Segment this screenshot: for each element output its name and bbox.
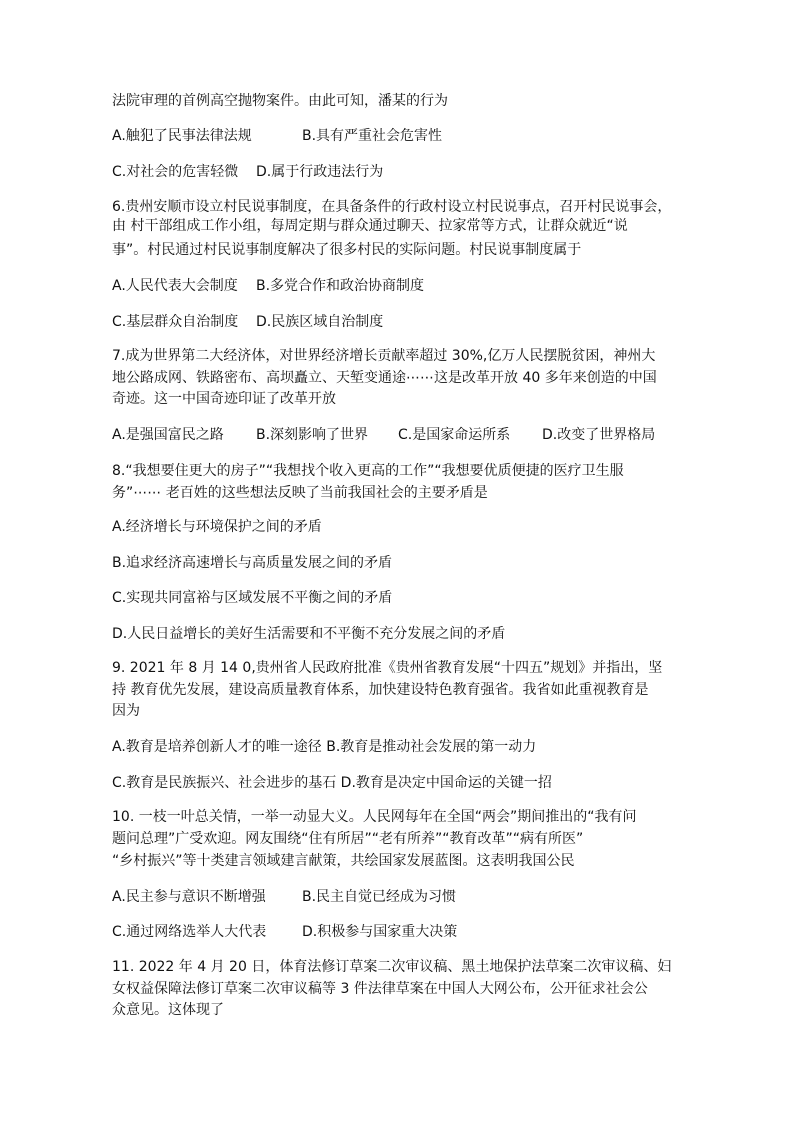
q8-stem-line-1: 8.“我想要住更大的房子”“我想找个收入更高的工作”“我想要优质便捷的医疗卫生服 [112,463,624,479]
q11-stem-line-3: 众意见。这体现了 [112,1002,224,1018]
q5-option-c: C.对社会的危害轻微 [112,164,239,180]
q8-option-d: D.人民日益增长的美好生活需要和不平衡不充分发展之间的矛盾 [112,626,506,642]
q7-stem-line-2: 地公路成网、铁路密布、高坝矗立、天堑变通途⋯⋯这是改革开放 40 多年来创造的中国 [112,370,657,386]
q7-option-d: D.改变了世界格局 [542,427,656,443]
q9-stem-line-1: 9. 2021 年 8 月 14 0,贵州省人民政府批准《贵州省教育发展“十四五”规划》并指出，坚 [112,660,663,676]
q8-option-c: C.实现共同富裕与区域发展不平衡之间的矛盾 [112,590,393,606]
q5-stem-tail: 法院审理的首例高空抛物案件。由此可知，潘某的行为 [112,93,448,109]
q10-stem-line-1: 10. 一枝一叶总关情，一举一动显大义。人民网每年在全国“两会”期间推出的“我有问 [112,809,637,825]
q7-option-b: B.深刻影响了世界 [256,427,369,443]
q7-stem-line-1: 7.成为世界第二大经济体，对世界经济增长贡献率超过 30%,亿万人民摆脱贫困，神州大 [112,348,656,364]
q5-option-a: A.触犯了民事法律法规 [112,128,252,144]
q6-stem-line-3: 事”。村民通过村民说事制度解决了很多村民的实际问题。村民说事制度属于 [112,242,582,258]
q6-option-a: A.人民代表大会制度 [112,278,238,294]
q6-stem-line-2: 由 村干部组成工作小组，每周定期与群众通过聊天、拉家常等方式，让群众就近“说 [112,218,628,234]
q9-stem-line-3: 因为 [112,703,140,719]
q10-option-b: B.民主自觉已经成为习惯 [302,889,457,905]
q6-option-d: D.民族区域自治制度 [256,314,384,330]
q9-stem-line-2: 持 教育优先发展，建设高质量教育体系，加快建设特色教育强省。我省如此重视教育是 [112,682,649,698]
q5-option-d: D.属于行政违法行为 [256,164,384,180]
q7-stem-line-3: 奇迹。这一中国奇迹印证了改革开放 [112,391,336,407]
q7-option-a: A.是强国富民之路 [112,427,224,443]
q7-option-c: C.是国家命运所系 [398,427,511,443]
q11-stem-line-1: 11. 2022 年 4 月 20 日，体育法修订草案二次审议稿、黑土地保护法草案二次审议稿、妇 [112,959,672,975]
q6-option-c: C.基层群众自治制度 [112,314,239,330]
q8-option-a: A.经济增长与环境保护之间的矛盾 [112,519,322,535]
q8-option-b: B.追求经济高速增长与高质量发展之间的矛盾 [112,555,393,571]
q5-option-b: B.具有严重社会危害性 [302,128,443,144]
q10-option-a: A.民主参与意识不断增强 [112,889,266,905]
q10-stem-line-2: 题问总理”广受欢迎。网友围绕“住有所居”“老有所养”“教育改革”“病有所医” [112,831,584,847]
q9-options-cd: C.教育是民族振兴、社会进步的基石 D.教育是决定中国命运的关键一招 [112,775,552,791]
q9-options-ab: A.教育是培养创新人才的唯一途径 B.教育是推动社会发展的第一动力 [112,739,537,755]
q10-option-d: D.积极参与国家重大决策 [302,924,458,940]
q6-stem-line-1: 6.贵州安顺市设立村民说事制度，在具备条件的行政村设立村民说事点，召开村民说事会， [112,199,672,215]
q10-option-c: C.通过网络选举人大代表 [112,924,267,940]
q8-stem-line-2: 务”⋯⋯ 老百姓的这些想法反映了当前我国社会的主要矛盾是 [112,485,488,501]
q11-stem-line-2: 女权益保障法修订草案二次审议稿等 3 件法律草案在中国人大网公布，公开征求社会公 [112,981,648,997]
q10-stem-line-3: “乡村振兴”等十类建言领域建言献策，共绘国家发展蓝图。这表明我国公民 [112,853,575,869]
q6-option-b: B.多党合作和政治协商制度 [256,278,425,294]
